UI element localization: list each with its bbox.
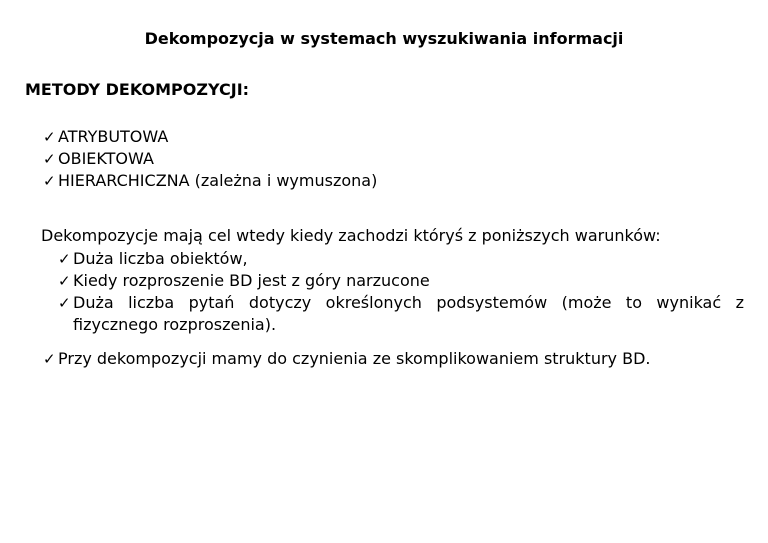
list-item	[43, 126, 743, 148]
list-item	[43, 170, 743, 192]
method-label: ATRYBUTOWA	[58, 127, 169, 146]
conditions-list	[58, 248, 744, 336]
method-label: HIERARCHICZNA (zależna i wymuszona)	[58, 171, 378, 190]
list-item	[58, 270, 744, 292]
list-item	[58, 248, 744, 270]
checkmark-icon: ✓	[58, 294, 71, 312]
methods-heading: METODY DEKOMPOZYCJI:	[25, 80, 250, 99]
checkmark-icon: ✓	[58, 250, 71, 268]
list-item	[43, 148, 743, 170]
checkmark-icon: ✓	[43, 150, 56, 168]
checkmark-icon: ✓	[43, 350, 56, 368]
list-item	[58, 292, 744, 336]
condition-text: Duża liczba pytań dotyczy określonych podsystemów (może to wynikać z fizycznego rozproszenia).	[73, 293, 744, 334]
methods-list	[43, 126, 743, 192]
checkmark-icon: ✓	[58, 272, 71, 290]
method-label: OBIEKTOWA	[58, 149, 154, 168]
page-title: Dekompozycja w systemach wyszukiwania informacji	[144, 29, 624, 48]
checkmark-icon: ✓	[43, 128, 56, 146]
condition-text: Kiedy rozproszenie BD jest z góry narzucone	[73, 271, 430, 290]
checkmark-icon: ✓	[43, 172, 56, 190]
final-note	[43, 348, 743, 370]
conditions-intro: Dekompozycje mają cel wtedy kiedy zachodzi któryś z poniższych warunków:	[41, 226, 661, 245]
final-note-text: Przy dekompozycji mamy do czynienia ze skomplikowaniem struktury BD.	[58, 349, 651, 368]
condition-text: Duża liczba obiektów,	[73, 249, 248, 268]
